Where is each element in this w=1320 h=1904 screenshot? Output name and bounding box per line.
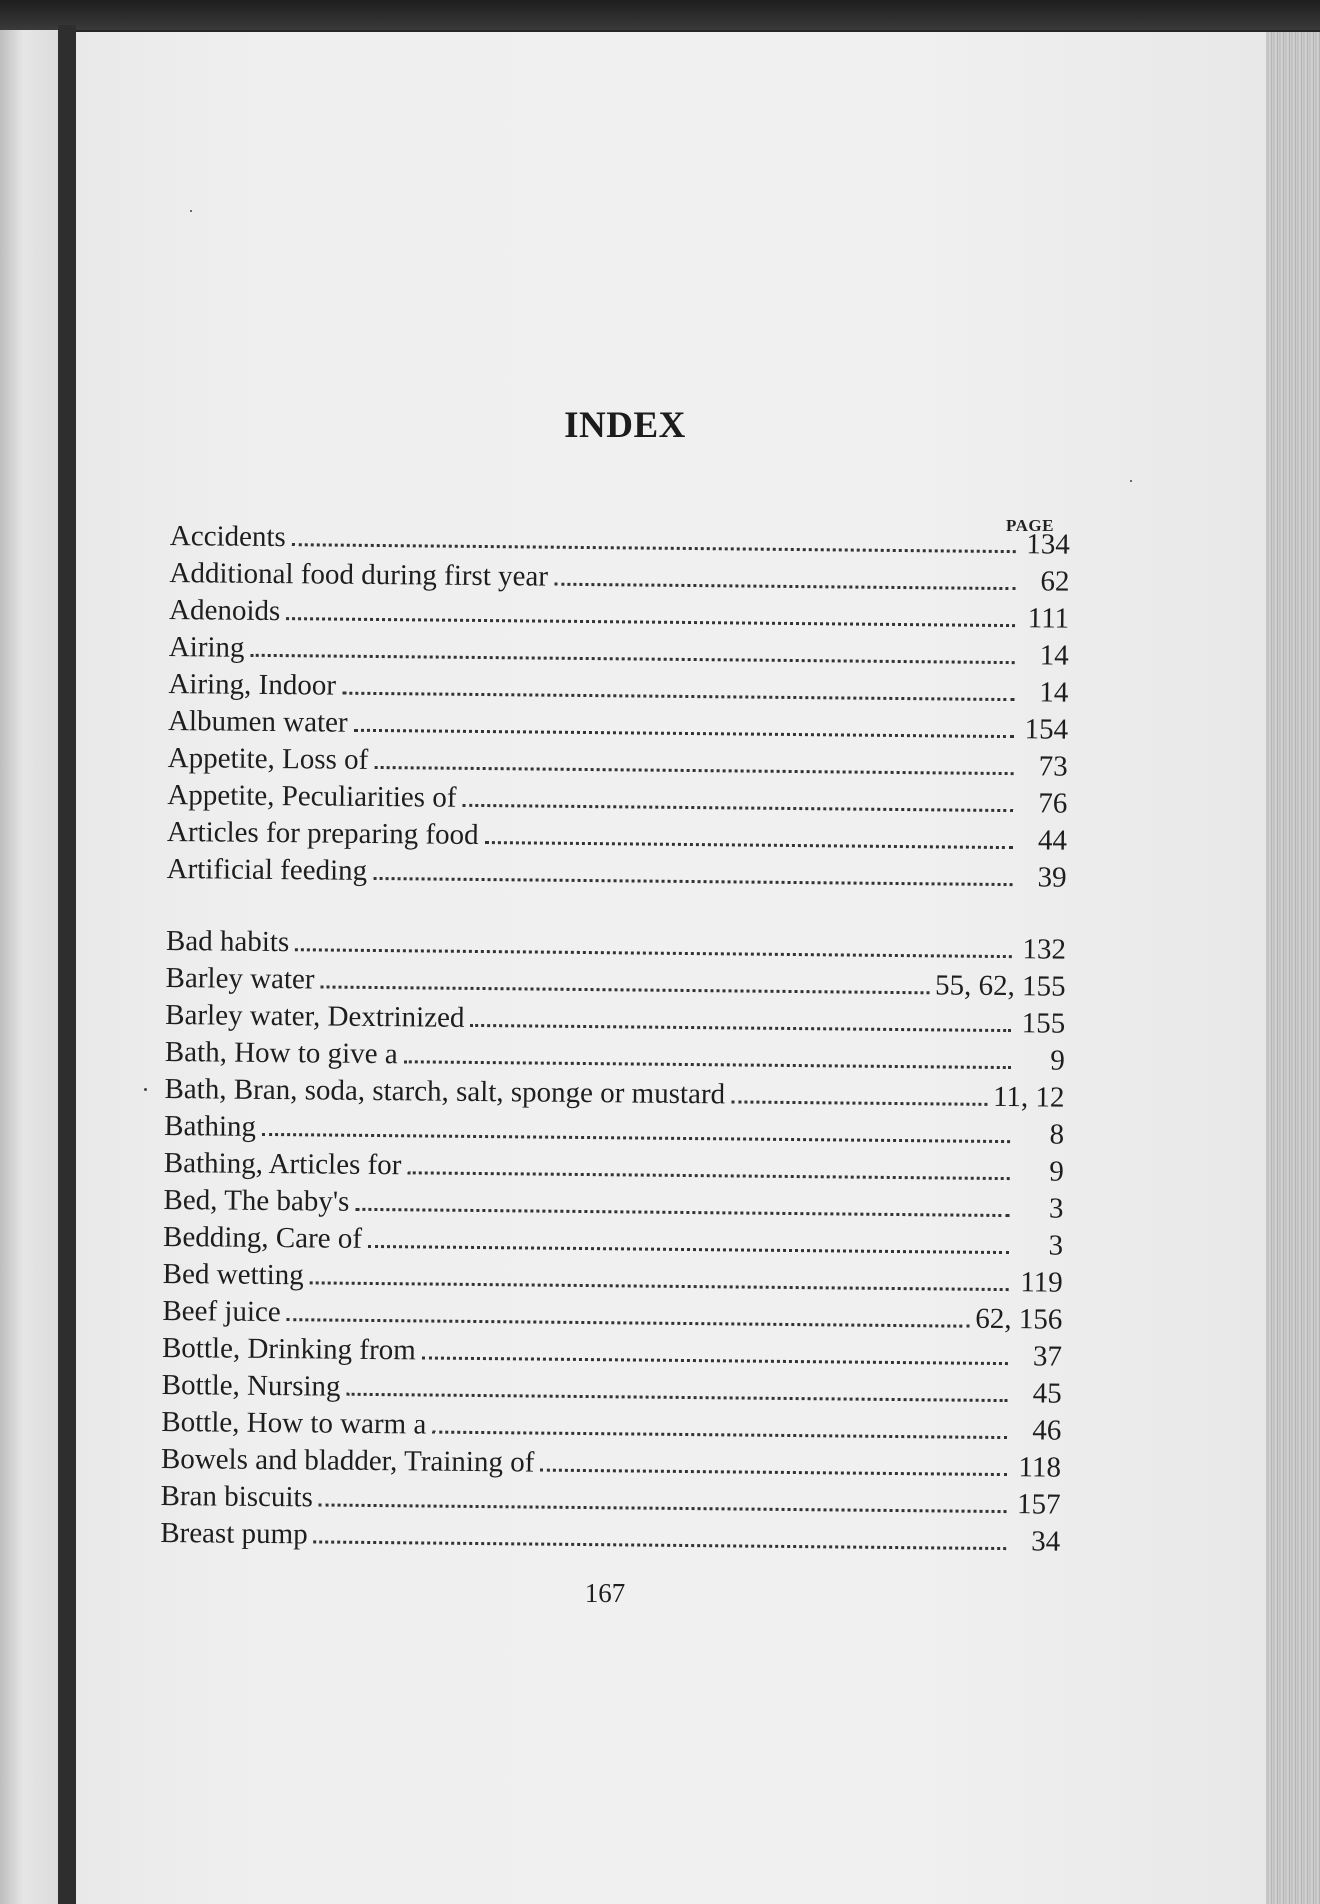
index-page-refs: 157 [1016,1488,1061,1521]
index-page-refs: 37 [1032,1340,1063,1373]
page-number: 167 [584,1578,626,1608]
index-term: Artificial feeding [166,852,368,887]
dot-leader [470,1023,1011,1032]
index-entries [160,520,1070,1563]
index-page-refs: 134 [1026,528,1070,561]
index-page-refs: 34 [1031,1525,1061,1558]
index-term: Articles for preparing food [166,815,479,851]
index-term: Breast pump [160,1516,308,1551]
dot-leader [554,582,1015,590]
index-term: Appetite, Peculiarities of [167,778,457,814]
index-page-refs: 3 [1048,1229,1064,1262]
index-page-refs: 119 [1020,1266,1063,1299]
dot-leader [404,1059,1011,1069]
dot-leader [262,1132,1010,1143]
dot-leader [462,803,1013,812]
index-term: Bottle, Drinking from [161,1331,416,1367]
index-page-refs: 3 [1048,1192,1064,1225]
index-page-refs: 62 [1040,565,1070,598]
index-term: Bathing, Articles for [163,1146,402,1182]
index-page-refs: 55, 62, 155 [934,969,1066,1003]
index-page-refs: 39 [1037,861,1067,894]
dot-leader [286,616,1015,627]
dot-leader [319,1502,1007,1513]
index-page-refs: 76 [1038,787,1068,820]
dot-leader [346,1392,1007,1402]
index-page-refs: 14 [1039,639,1069,672]
dot-leader [407,1170,1009,1180]
index-page-refs: 155 [1021,1007,1066,1040]
dot-leader [314,1539,1007,1550]
index-page-refs: 8 [1049,1118,1065,1151]
scanner-top-border [0,0,1320,30]
dot-leader [354,728,1014,738]
index-page-refs: 9 [1050,1044,1066,1077]
page-column-label: PAGE [1006,516,1054,535]
page-stack-edge [1266,32,1320,1904]
dot-leader [374,765,1013,775]
index-term: Bed, The baby's [163,1183,350,1218]
index-term: Airing, Indoor [168,667,337,702]
facing-page-edge [0,30,58,1904]
index-term: Bowels and bladder, Training of [160,1442,535,1479]
dot-leader [731,1099,987,1105]
dot-leader [355,1207,1009,1217]
print-speck [144,1088,147,1091]
index-term: Bathing [164,1109,257,1143]
dot-leader [422,1355,1008,1365]
index-term: Additional food during first year [169,556,549,593]
dot-leader [485,840,1013,849]
dot-leader [342,691,1014,701]
index-term: Bottle, Nursing [161,1368,341,1403]
dot-leader [287,1317,970,1328]
index-page-refs: 14 [1039,676,1069,709]
print-speck [1130,480,1132,482]
index-term: Bad habits [165,924,290,959]
index-page-refs: 132 [1022,933,1067,966]
index-page-refs: 45 [1032,1377,1062,1410]
dot-leader [250,653,1014,664]
index-term: Barley water, Dextrinized [165,998,465,1034]
index-term: Adenoids [168,593,281,628]
index-term: Bedding, Care of [162,1220,363,1255]
dot-leader [540,1468,1007,1476]
dot-leader [292,542,1016,553]
index-term: Bottle, How to warm a [161,1405,427,1441]
print-speck [190,210,192,212]
index-page-refs: 11, 12 [992,1080,1065,1114]
index-page-refs: 62, 156 [975,1302,1063,1336]
index-page-refs: 73 [1038,750,1068,783]
index-page-refs: 154 [1024,713,1069,746]
dot-leader [368,1244,1009,1254]
index-page-refs: 9 [1049,1155,1064,1188]
index-page-refs: 118 [1018,1451,1062,1484]
index-term: Appetite, Loss of [167,741,369,776]
index-term: Airing [168,630,245,664]
index-term: Bed wetting [162,1257,304,1292]
dot-leader [432,1430,1007,1440]
index-term: Barley water [165,961,315,996]
index-page-refs: 44 [1037,824,1068,857]
dot-leader [295,947,1012,958]
book-gutter [58,25,76,1904]
index-term: Bran biscuits [160,1479,314,1514]
dot-leader [320,984,929,994]
page-title: INDEX [564,405,686,446]
dot-leader [310,1280,1009,1291]
index-term: Bath, How to give a [164,1035,398,1071]
index-term: Beef juice [162,1294,281,1329]
index-term: Bath, Bran, soda, starch, salt, sponge or mustard [164,1072,726,1111]
dot-leader [373,876,1013,886]
index-page-refs: 111 [1027,602,1070,635]
index-page-refs: 46 [1032,1414,1062,1447]
index-term: Albumen water [167,704,348,739]
index-term: Accidents [169,520,286,554]
